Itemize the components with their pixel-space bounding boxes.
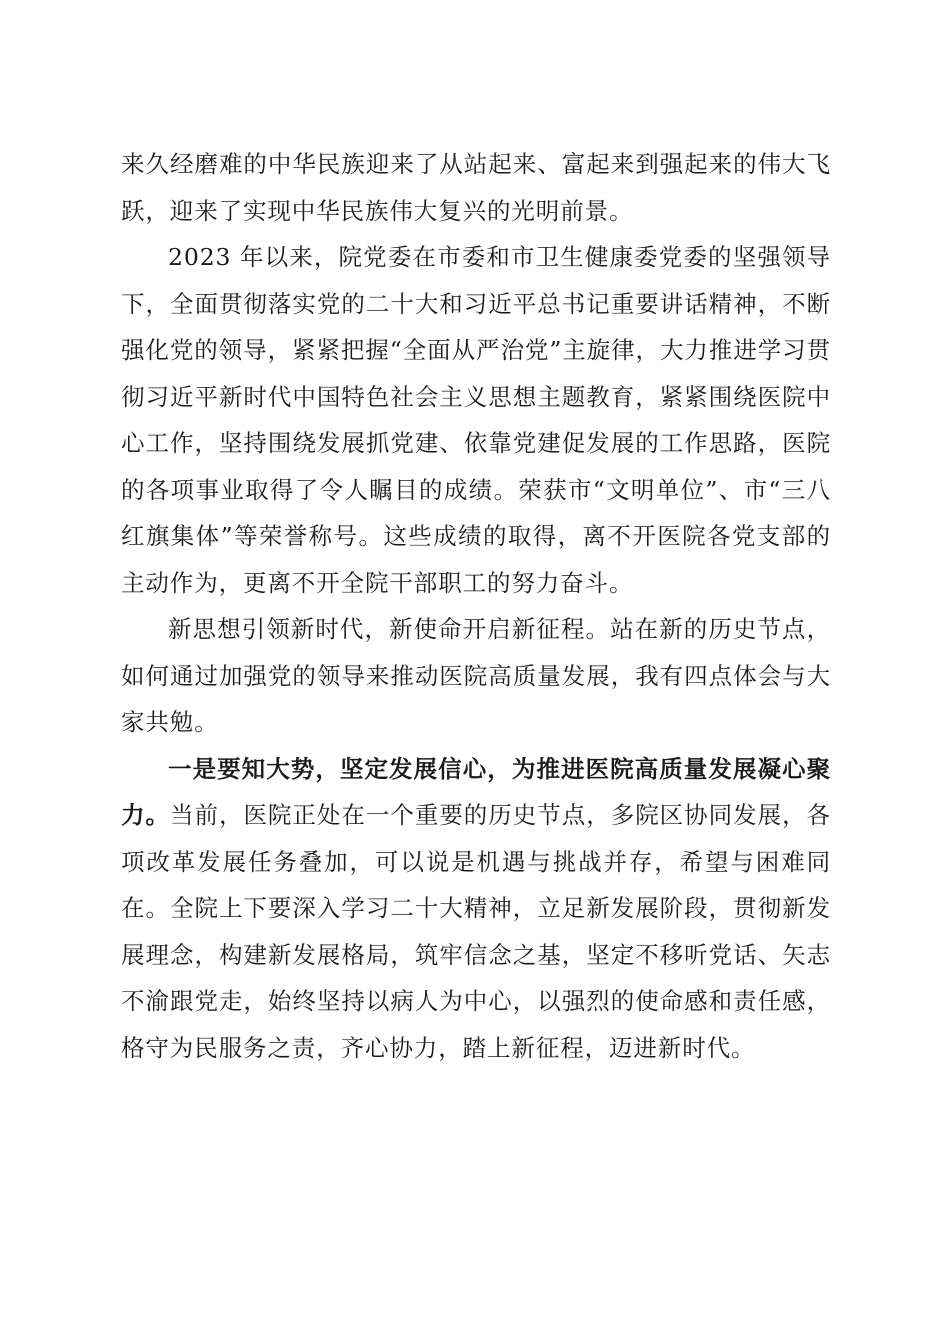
paragraph-text: 来久经磨难的中华民族迎来了从站起来、富起来到强起来的伟大飞跃，迎来了实现中华民族伟大复兴的光明前景。 bbox=[121, 150, 831, 225]
paragraph-intro-points bbox=[121, 606, 831, 746]
paragraph-achievements bbox=[121, 234, 831, 606]
paragraph-continuation bbox=[121, 141, 831, 234]
paragraph-text: 2023 年以来，院党委在市委和市卫生健康委党委的坚强领导下，全面贯彻落实党的二十大和习近平总书记重要讲话精神，不断强化党的领导，紧紧把握“全面从严治党”主旋律，大力推进学习贯彻习近平新时代中国特色社会主义思想主题教育，紧紧围绕医院中心工作，坚持围绕发展抓党建、依靠党建促发展的工作思路，医院的各项事业取得了令人瞩目的成绩。荣获市“文明单位”、市“三八红旗集体”等荣誉称号。这些成绩的取得，离不开医院各党支部的主动作为，更离不开全院干部职工的努力奋斗。 bbox=[121, 243, 831, 597]
paragraph-point-one bbox=[121, 746, 831, 1072]
paragraph-text: 新思想引领新时代，新使命开启新征程。站在新的历史节点，如何通过加强党的领导来推动医院高质量发展，我有四点体会与大家共勉。 bbox=[121, 615, 831, 736]
document-body bbox=[121, 141, 831, 1071]
paragraph-lead-heading: 一是要知大势，坚定发展信心，为推进医院高质量发展凝心聚力。 bbox=[121, 754, 831, 829]
paragraph-text: 当前，医院正处在一个重要的历史节点，多院区协同发展，各项改革发展任务叠加，可以说是机遇与挑战并存，希望与困难同在。全院上下要深入学习二十大精神，立足新发展阶段，贯彻新发展理念，构建新发展格局，筑牢信念之基，坚定不移听党话、矢志不渝跟党走，始终坚持以病人为中心，以强烈的使命感和责任感，格守为民服务之责，齐心协力，踏上新征程，迈进新时代。 bbox=[121, 801, 831, 1062]
